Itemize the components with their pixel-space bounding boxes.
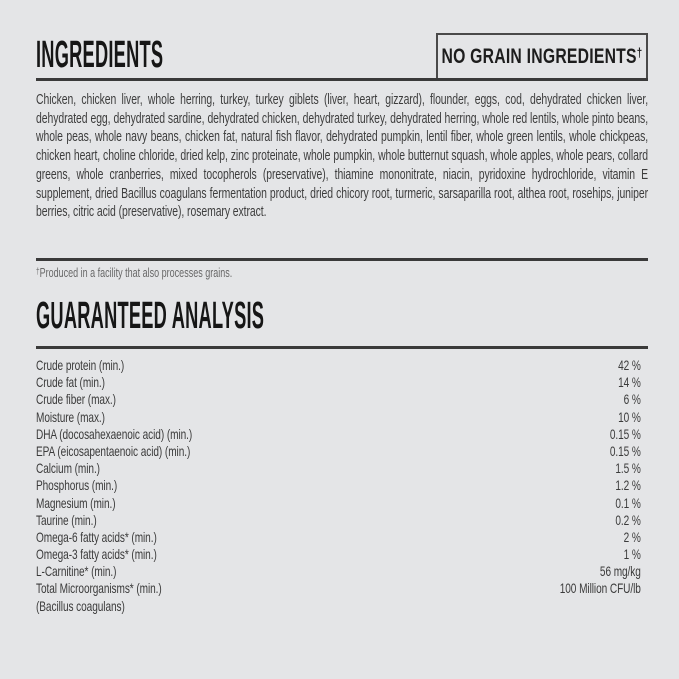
analysis-row	[36, 546, 648, 563]
no-grain-badge-text	[442, 45, 643, 69]
no-grain-badge	[436, 33, 648, 80]
analysis-row	[36, 563, 648, 580]
analysis-value: 0.15 %	[609, 425, 641, 442]
analysis-label: Calcium (min.)	[36, 460, 100, 477]
grain-facility-footnote	[36, 264, 648, 281]
guaranteed-analysis-section-title: GUARANTEED ANALYSIS	[36, 295, 265, 337]
analysis-label: EPA (eicosapentaenoic acid) (min.)	[36, 442, 191, 459]
footnote-text: Produced in a facility that also processes grains.	[39, 266, 233, 280]
analysis-value: 1.5 %	[615, 460, 641, 477]
analysis-label: Omega-6 fatty acids* (min.)	[36, 528, 157, 545]
analysis-label: L-Carnitine* (min.)	[36, 563, 117, 580]
analysis-value: 2 %	[623, 528, 641, 545]
analysis-row	[36, 374, 648, 391]
analysis-value: 100 Million CFU/lb	[559, 580, 641, 597]
dagger-symbol: †	[36, 266, 40, 276]
analysis-row	[36, 512, 648, 529]
analysis-value: 0.15 %	[609, 442, 641, 459]
analysis-value: 56 mg/kg	[599, 563, 641, 580]
analysis-label: Total Microorganisms* (min.)	[36, 580, 162, 597]
analysis-value: 14 %	[618, 374, 641, 391]
dagger-symbol: †	[636, 44, 643, 60]
analysis-row	[36, 391, 648, 408]
analysis-value: 0.1 %	[615, 494, 641, 511]
analysis-row	[36, 580, 648, 597]
analysis-label: Crude fiber (max.)	[36, 391, 116, 408]
analysis-label: Crude protein (min.)	[36, 357, 125, 373]
analysis-label: Omega-3 fatty acids* (min.)	[36, 546, 157, 563]
analysis-row	[36, 460, 648, 477]
analysis-row	[36, 357, 648, 374]
analysis-row	[36, 409, 648, 426]
analysis-row	[36, 598, 648, 615]
ingredients-list: Chicken, chicken liver, whole herring, turkey, turkey giblets (liver, heart, gizzard), flounder, eggs, cod, dehydrated chicken liver, dehydrated egg, dehydrated sardine, dehydrated chicken, dehydrated turkey, dehydrated herring, whole red lentils, whole pinto beans, whole peas, whole navy beans, chicken fat, natural fish flavor, dehydrated pumpkin, lentil fiber, whole green lentils, whole chickpeas, chicken heart, choline chloride, dried kelp, zinc proteinate, whole pumpkin, whole butternut squash, whole apples, whole pears, collard greens, whole cranberries, mixed tocopherols (preservative), thiamine mononitrate, niacin, pyridoxine hydrochloride, vitamin E supplement, dried Bacillus coagulans fermentation product, dried chicory root, turmeric, sarsaparilla root, althea root, rosehips, juniper berries, citric acid (preservative), rosemary extract.	[36, 91, 649, 221]
footnote-divider	[36, 258, 648, 261]
analysis-label: Taurine (min.)	[36, 511, 97, 528]
analysis-value: 1 %	[623, 546, 641, 563]
analysis-label: DHA (docosahexaenoic acid) (min.)	[36, 425, 193, 442]
analysis-label: Moisture (max.)	[36, 408, 105, 425]
ingredients-divider	[36, 78, 648, 81]
analysis-value: 0.2 %	[615, 511, 641, 528]
analysis-value: 6 %	[623, 391, 641, 408]
analysis-label: Phosphorus (min.)	[36, 477, 118, 494]
analysis-label: Crude fat (min.)	[36, 374, 105, 391]
ingredients-section-title: INGREDIENTS	[36, 34, 164, 76]
no-grain-badge-label: NO GRAIN INGREDIENTS	[441, 44, 637, 68]
analysis-row	[36, 443, 648, 460]
analysis-row	[36, 529, 648, 546]
analysis-value: 10 %	[618, 408, 641, 425]
guaranteed-analysis-table	[36, 357, 648, 615]
analysis-value: 1.2 %	[615, 477, 641, 494]
analysis-label: Magnesium (min.)	[36, 494, 116, 511]
analysis-row	[36, 495, 648, 512]
analysis-value: 42 %	[618, 357, 641, 373]
analysis-divider	[36, 346, 648, 349]
analysis-row	[36, 477, 648, 494]
analysis-row	[36, 426, 648, 443]
analysis-label: (Bacillus coagulans)	[36, 597, 125, 614]
